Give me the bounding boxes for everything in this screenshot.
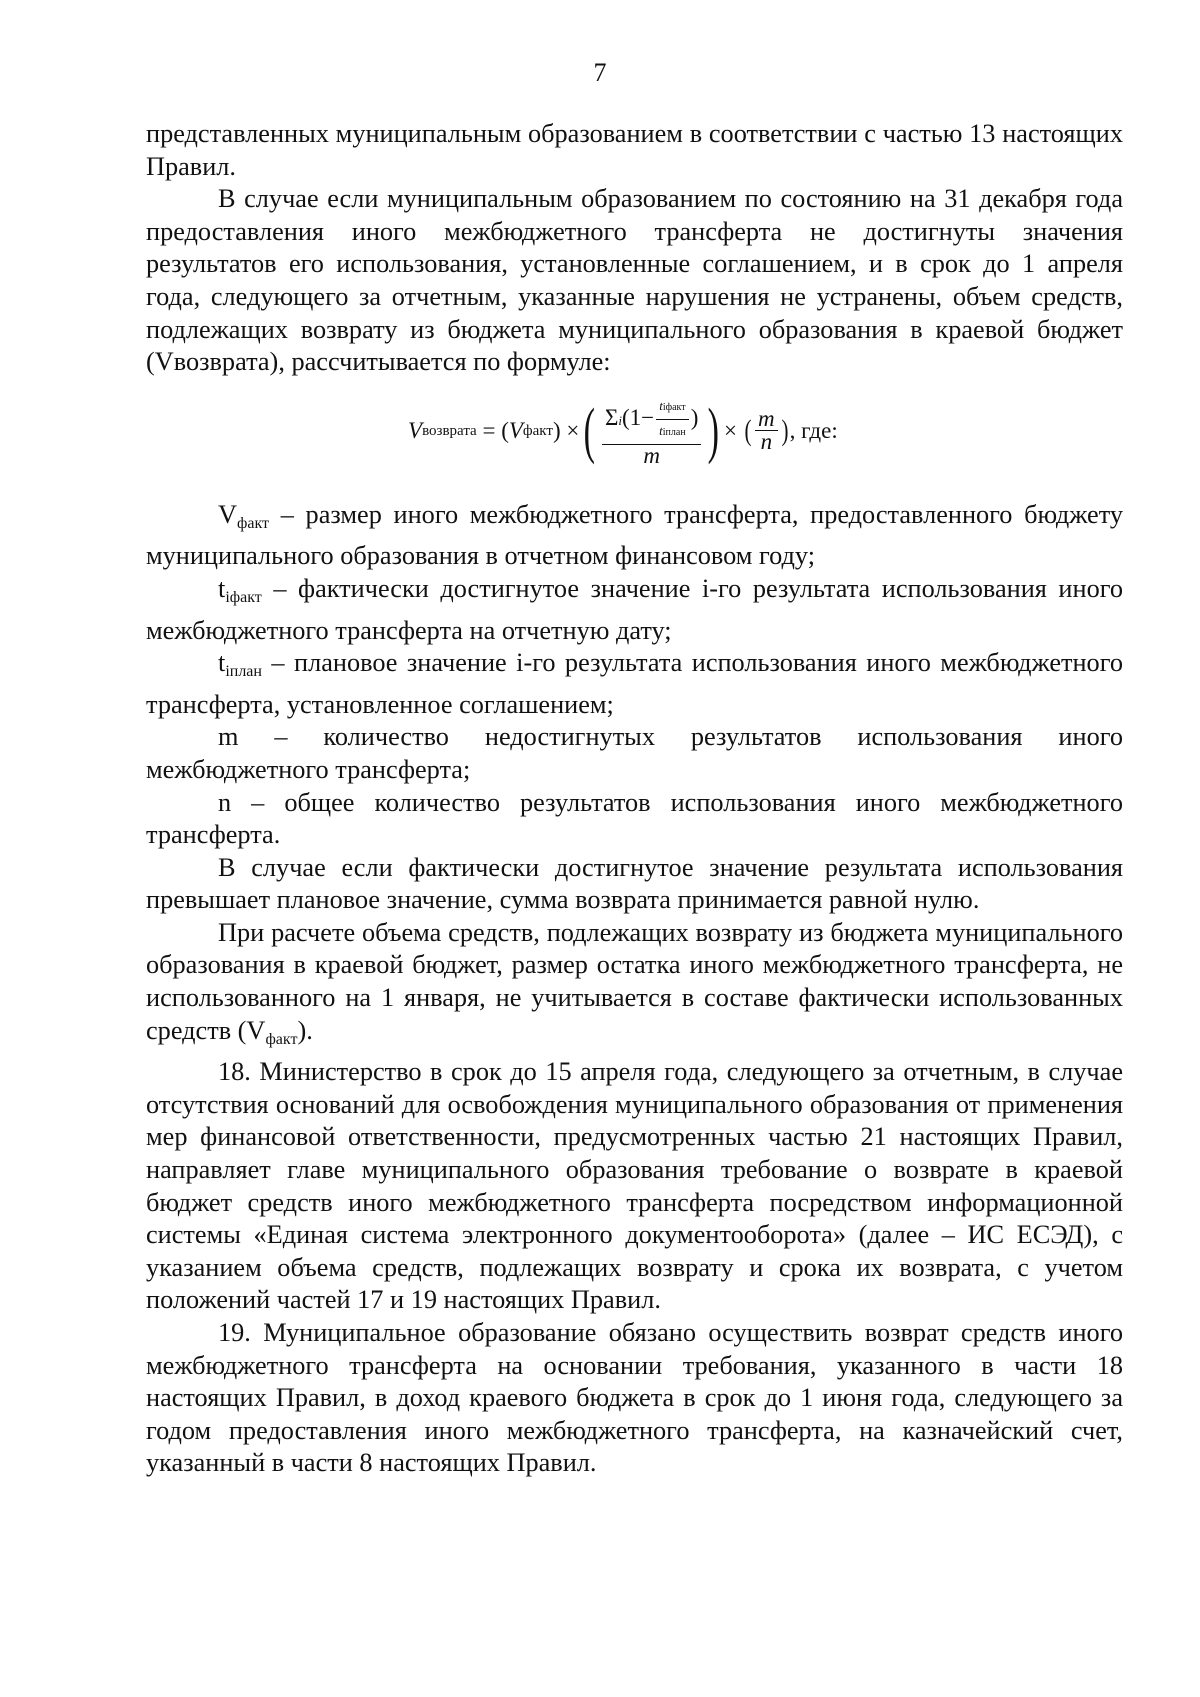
formula-main-numerator [602, 395, 701, 445]
formula-where: , где: [789, 417, 838, 443]
def-v-rest: – размер иного межбюджетного трансферта, предоставленного бюджету муниципального образования в отчетном финансовом году; [146, 499, 1123, 571]
remainder-end: ). [297, 1015, 313, 1045]
paragraph-return-condition: В случае если муниципальным образованием по состоянию на 31 декабря года предоставления иного межбюджетного трансферта не достигнуты значения результатов его использования, установленные соглашением, и в срок до 1 апреля года, следующего за отчетным, указанные нарушения не устранены, объем средств, подлежащих возврату из бюджета муниципального образования в краевой бюджет (Vвозврата), рассчитывается по формуле: [146, 184, 1123, 377]
document-body [146, 118, 1123, 1480]
remainder-sub: факт [265, 1030, 298, 1048]
formula-mn-left-paren: ( [744, 413, 752, 447]
formula-eq: = ( [476, 417, 509, 443]
formula-sum-sub: i [618, 412, 623, 428]
formula-mn-right-paren: ) [781, 413, 789, 447]
def-tplan-lead: t [218, 648, 226, 678]
def-v-sub: факт [237, 514, 270, 532]
formula-fact-sub: факт [522, 422, 553, 439]
page-number: 7 [593, 58, 607, 87]
formula-inner-fraction [656, 395, 689, 444]
formula-main-fraction [602, 395, 701, 467]
remainder-main: При расчете объема средств, подлежащих возврату из бюджета муниципального образования в краевой бюджет, размер остатка иного межбюджетного трансферта, не использованного на 1 января, не учитывается в составе фактически использованных средств (V [146, 917, 1123, 1045]
formula-sum: Σ [605, 404, 619, 430]
formula-close-times: ) × [552, 417, 580, 443]
definition-t-fact [146, 573, 1123, 647]
formula-one-minus: (1− [622, 404, 655, 430]
paragraph-remainder [146, 917, 1123, 1056]
formula-left-paren: ( [583, 396, 596, 465]
definition-v-fact [146, 499, 1123, 573]
paragraph-19: 19. Муниципальное образование обязано осуществить возврат средств иного межбюджетного трансферта на основании требования, указанного в части 18 настоящих Правил, в доход краевого бюджета в срок до 1 июня года, следующего за годом предоставления иного межбюджетного трансферта, на казначейский счет, указанный в части 8 настоящих Правил. [146, 1318, 1123, 1478]
def-tfact-sub: iфакт [225, 588, 262, 606]
formula-lhs-var: V [408, 417, 423, 443]
def-tfact-lead: t [218, 573, 226, 603]
def-tfact-rest: – фактически достигнутое значение i-го результата использования иного межбюджетного трансферта на отчетную дату; [146, 573, 1123, 645]
formula-main-denominator: m [643, 442, 660, 468]
formula-t-plan-sub: iплан [662, 426, 686, 438]
formula-t-fact-sub: iфакт [662, 401, 686, 413]
formula-t-plan: t [659, 422, 663, 438]
definition-m: m – количество недостигнутых результатов использования иного межбюджетного трансферта; [146, 722, 1123, 784]
formula-t-fact: t [659, 397, 663, 413]
formula-inner-num [656, 395, 688, 420]
formula-mn-num: m [755, 408, 778, 431]
formula-lhs-sub: возврата [422, 422, 477, 439]
formula-close-inner: ) [690, 404, 699, 430]
def-v-lead: V [218, 499, 237, 529]
formula-mn-den: n [760, 429, 773, 455]
formula-times: × [724, 417, 738, 443]
formula-inner-den [656, 420, 689, 444]
formula-block [146, 379, 1123, 499]
formula-mn-fraction [755, 408, 778, 453]
paragraph-18: 18. Министерство в срок до 15 апреля года, следующего за отчетным, в случае отсутствия оснований для освобождения муниципального образования от применения мер финансовой ответственности, предусмотренных частью 21 настоящих Правил, направляет главе муниципального образования требование о возврате в краевой бюджет средств иного межбюджетного трансферта посредством информационной системы «Единая система электронного документооборота» (далее – ИС ЕСЭД), с указанием объема средств, подлежащих возврату и срока их возврата, с учетом положений частей 17 и 19 настоящих Правил. [146, 1057, 1123, 1315]
return-formula [408, 395, 838, 467]
paragraph-continuation: представленных муниципальным образованием в соответствии с частью 13 настоящих Правил. [146, 119, 1123, 181]
definition-t-plan [146, 647, 1123, 721]
definition-n: n – общее количество результатов использования иного межбюджетного трансферта. [146, 787, 1123, 850]
formula-right-paren: ) [708, 396, 720, 465]
paragraph-zero-return: В случае если фактически достигнутое значение результата использования превышает плановое значение, сумма возврата принимается равной нулю. [146, 852, 1123, 915]
formula-fact-var: V [508, 417, 523, 443]
def-tplan-rest: – плановое значение i-го результата использования иного межбюджетного трансферта, установленное соглашением; [146, 648, 1123, 719]
def-tplan-sub: iплан [225, 663, 262, 681]
